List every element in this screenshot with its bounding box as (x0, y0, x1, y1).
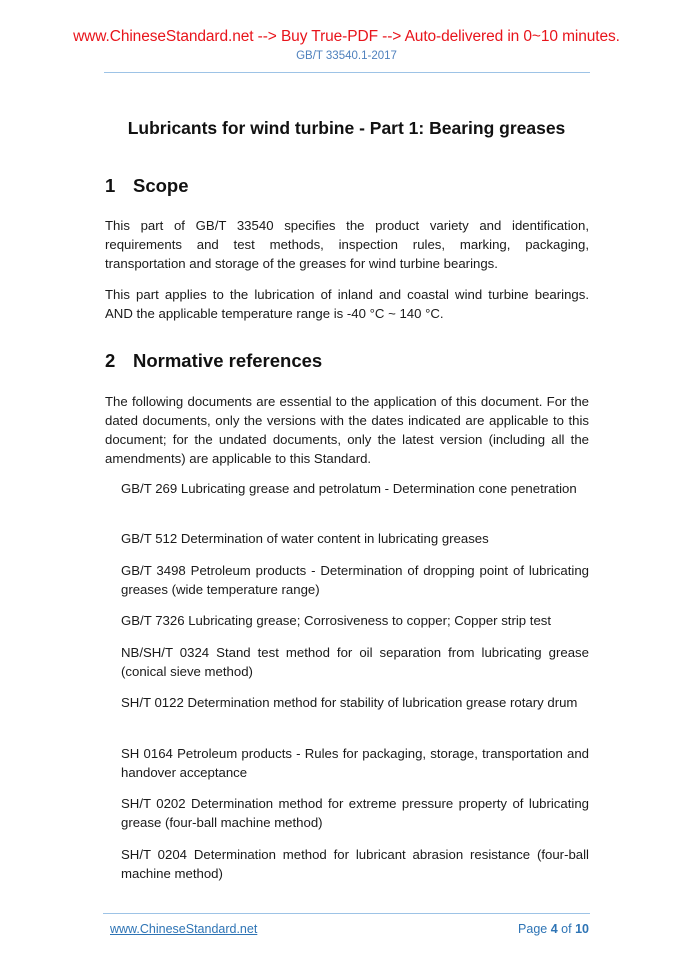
reference-item: GB/T 3498 Petroleum products - Determination of dropping point of lubricating greases (wide temperature range) (121, 563, 589, 597)
header-divider (104, 72, 590, 73)
section-title: Scope (133, 175, 189, 196)
reference-item: GB/T 7326 Lubricating grease; Corrosiveness to copper; Copper strip test (121, 613, 552, 628)
section-number: 1 (105, 175, 116, 196)
document-title: Lubricants for wind turbine - Part 1: Bearing greases (127, 118, 566, 138)
reference-item: NB/SH/T 0324 Stand test method for oil separation from lubricating grease (conical sieve method) (121, 645, 589, 679)
page-indicator (518, 922, 589, 936)
section-heading-scope (105, 175, 189, 197)
page-of: of (561, 922, 572, 936)
section-heading-normative-references (105, 350, 322, 372)
reference-item: GB/T 512 Determination of water content in lubricating greases (121, 531, 489, 546)
reference-item: SH/T 0204 Determination method for lubricant abrasion resistance (four-ball machine method) (121, 847, 589, 881)
section-title: Normative references (133, 350, 323, 371)
reference-item: SH/T 0202 Determination method for extreme pressure property of lubricating grease (four-ball machine method) (121, 796, 589, 830)
section-number: 2 (105, 350, 116, 371)
promo-banner: www.ChineseStandard.net --> Buy True-PDF --> Auto-delivered in 0~10 minutes. (73, 28, 620, 45)
footer-divider (103, 913, 590, 914)
references-intro-paragraph: The following documents are essential to the application of this document. For the dated documents, only the versions with the dates indicated are applicable to this document; for the undated documents, only the latest version (including all the amendments) are applicable to this Standard. (105, 394, 589, 466)
page-prefix: Page (518, 922, 548, 936)
footer-website-link[interactable]: www.ChineseStandard.net (110, 922, 258, 936)
standard-code: GB/T 33540.1-2017 (296, 50, 397, 62)
page-total: 10 (575, 922, 589, 936)
scope-paragraph-2: This part applies to the lubrication of inland and coastal wind turbine bearings. AND the applicable temperature range is -40 °C ~ 140 °C. (105, 287, 589, 321)
scope-paragraph-1: This part of GB/T 33540 specifies the product variety and identification, requirements and test methods, inspection rules, marking, packaging, transportation and storage of the greases for wind turbine bearings. (105, 218, 589, 271)
reference-item: GB/T 269 Lubricating grease and petrolatum - Determination cone penetration (121, 481, 577, 496)
page-current: 4 (550, 922, 558, 936)
reference-item: SH 0164 Petroleum products - Rules for packaging, storage, transportation and handover acceptance (121, 746, 589, 780)
reference-item: SH/T 0122 Determination method for stability of lubrication grease rotary drum (121, 695, 578, 710)
